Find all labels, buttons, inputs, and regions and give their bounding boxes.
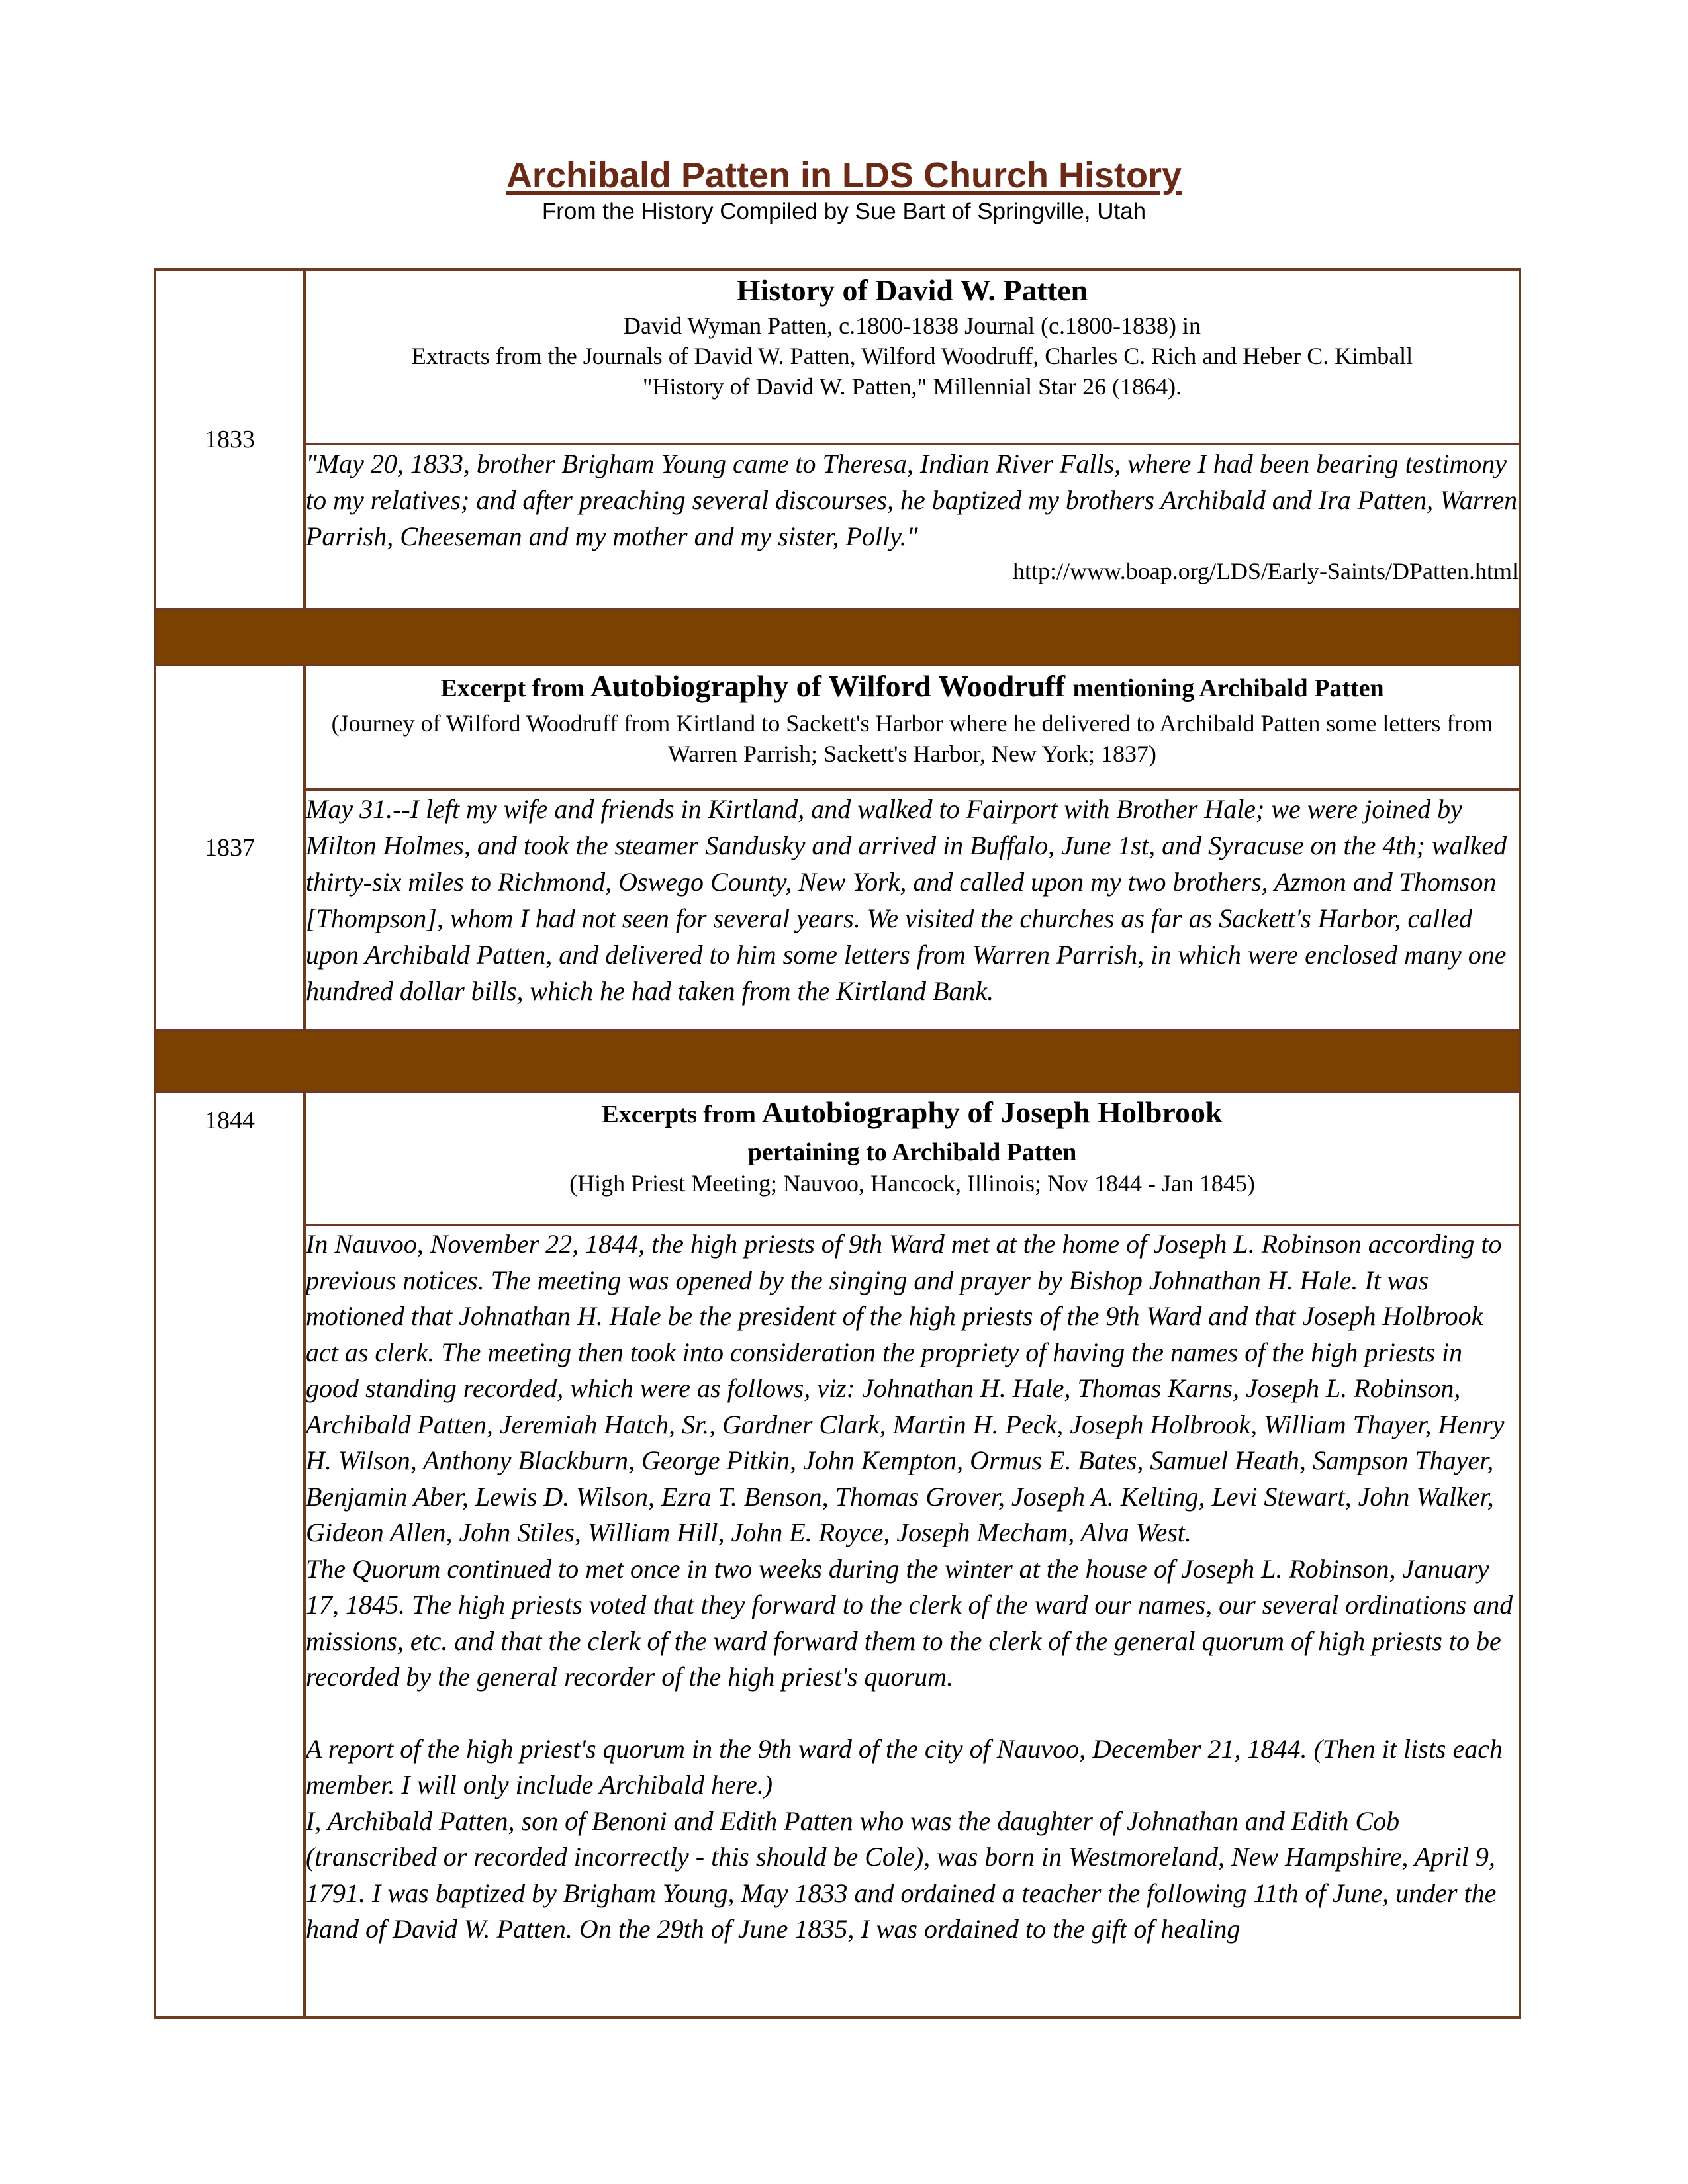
paragraph: The Quorum continued to met once in two weeks during the winter at the house of Joseph L. Robinson, January 17, 1845. The high priests voted that they forward to the clerk of the ward our names, our several ordinations and missions, etc. and that the clerk of the ward forward them to the clerk of the general quorum of high priests to be recorded by the general recorder of the high priest's quorum. bbox=[306, 1553, 1513, 1692]
quote-text: "May 20, 1833, brother Brigham Young came to Theresa, Indian River Falls, where I had been bearing testimony to my relatives; and after preaching several discourses, he baptized my brothers Archibald and Ira Patten, Warren Parrish, Cheeseman and my mother and my sister, Polly." bbox=[306, 449, 1518, 551]
body-text-container bbox=[306, 1226, 1519, 1995]
entry-heading bbox=[306, 1093, 1519, 1134]
entry-1844-body-row bbox=[155, 1225, 1520, 2017]
entry-1837-body-row bbox=[155, 790, 1520, 1030]
title-block bbox=[0, 154, 1688, 226]
paragraph: I, Archibald Patten, son of Benoni and Edith Patten who was the daughter of Johnathan and Edith Cob (transcribed or recorded incorrectly - this should be Cole), was born in Westmoreland, New Hampshire, April 9, 1791. I was baptized by Brigham Young, May 1833 and ordained a teacher the following 11th of June, under the hand of David W. Patten. On the 29th of June 1835, I was ordained to the gift of healing bbox=[306, 1805, 1497, 1944]
history-table bbox=[154, 268, 1521, 2019]
entry-1837-heading-row bbox=[155, 665, 1520, 790]
source-line: "History of David W. Patten," Millennial Star 26 (1864). bbox=[642, 373, 1182, 400]
entry-heading-line2 bbox=[306, 1134, 1519, 1168]
heading-prefix: Excerpt from bbox=[440, 674, 585, 702]
heading-main: Autobiography of Wilford Woodruff bbox=[590, 669, 1066, 703]
separator-row bbox=[155, 610, 1520, 665]
entry-heading-cell bbox=[305, 665, 1520, 790]
year-cell-1833: 1833 bbox=[155, 269, 305, 610]
entry-heading: History of David W. Patten bbox=[736, 273, 1088, 307]
heading-prefix: Excerpts from bbox=[602, 1101, 756, 1128]
source-line: David Wyman Patten, c.1800-1838 Journal (c.1800-1838) in bbox=[624, 312, 1201, 339]
entry-heading-cell bbox=[305, 1091, 1520, 1225]
entry-1833-body-row bbox=[155, 444, 1520, 610]
year-cell-1837: 1837 bbox=[155, 665, 305, 1030]
section-separator bbox=[155, 1030, 1520, 1091]
entry-body-cell bbox=[305, 1225, 1520, 2017]
entry-heading-cell bbox=[305, 269, 1520, 444]
source-line: Extracts from the Journals of David W. Patten, Wilford Woodruff, Charles C. Rich and Heber C. Kimball bbox=[411, 343, 1413, 369]
paragraph: A report of the high priest's quorum in the 9th ward of the city of Nauvoo, December 21, 1844. (Then it lists each member. I will only include Archibald here.) bbox=[306, 1733, 1503, 1799]
document-subtitle: From the History Compiled by Sue Bart of Springville, Utah bbox=[541, 199, 1147, 224]
quote-text: May 31.--I left my wife and friends in Kirtland, and walked to Fairport with Brother Hale; we were joined by Milton Holmes, and took the steamer Sandusky and arrived in Buffalo, June 1st, and Syracuse on the 4th; walked thirty-six miles to Richmond, Oswego County, New York, and called upon my two brothers, Azmon and Thomson [Thompson], whom I had not seen for several years. We visited the churches as far as Sackett's Harbor, called upon Archibald Patten, and delivered to him some letters from Warren Parrish, in which were enclosed many one hundred dollar bills, which he had taken from the Kirtland Bank. bbox=[306, 794, 1507, 1006]
entry-subline: (High Priest Meeting; Nauvoo, Hancock, Illinois; Nov 1844 - Jan 1845) bbox=[569, 1170, 1255, 1197]
paragraph-gap bbox=[306, 1696, 1519, 1731]
heading-suffix: mentioning Archibald Patten bbox=[1072, 674, 1384, 702]
section-separator bbox=[155, 610, 1520, 665]
entry-body-cell bbox=[305, 790, 1520, 1030]
entry-body-cell bbox=[305, 444, 1520, 610]
separator-row bbox=[155, 1030, 1520, 1091]
year-cell-1844: 1844 bbox=[155, 1091, 305, 2017]
paragraph: In Nauvoo, November 22, 1844, the high priests of 9th Ward met at the home of Joseph L. Robinson according to previous notices. The meeting was opened by the singing and prayer by Bishop Johnathan H. Hale. It was motioned that Johnathan H. Hale be the president of the high priests of the 9th Ward and that Joseph Holbrook act as clerk. The meeting then took into consideration the propriety of having the names of the high priests in good standing recorded, which were as follows, viz: Johnathan H. Hale, Thomas Karns, Joseph L. Robinson, Archibald Patten, Jeremiah Hatch, Sr., Gardner Clark, Martin H. Peck, Joseph Holbrook, William Thayer, Henry H. Wilson, Anthony Blackburn, George Pitkin, John Kempton, Ormus E. Bates, Samuel Heath, Sampson Thayer, Benjamin Aber, Lewis D. Wilson, Ezra T. Benson, Thomas Grover, Joseph A. Kelting, Levi Stewart, John Walker, Gideon Allen, John Stiles, William Hill, John E. Royce, Joseph Mecham, Alva West. bbox=[306, 1229, 1505, 1547]
entry-heading bbox=[306, 666, 1519, 708]
source-url: http://www.boap.org/LDS/Early-Saints/DPatten.html bbox=[1013, 558, 1519, 584]
document-title: Archibald Patten in LDS Church History bbox=[506, 156, 1182, 195]
heading-main: Autobiography of Joseph Holbrook bbox=[761, 1095, 1223, 1129]
entry-subline: (Journey of Wilford Woodruff from Kirtland to Sackett's Harbor where he delivered to Archibald Patten some letters from Warren Parrish; Sackett's Harbor, New York; 1837) bbox=[331, 710, 1493, 767]
entry-1844-heading-row bbox=[155, 1091, 1520, 1225]
entry-1833-heading-row bbox=[155, 269, 1520, 444]
heading-line2: pertaining to Archibald Patten bbox=[747, 1138, 1077, 1166]
